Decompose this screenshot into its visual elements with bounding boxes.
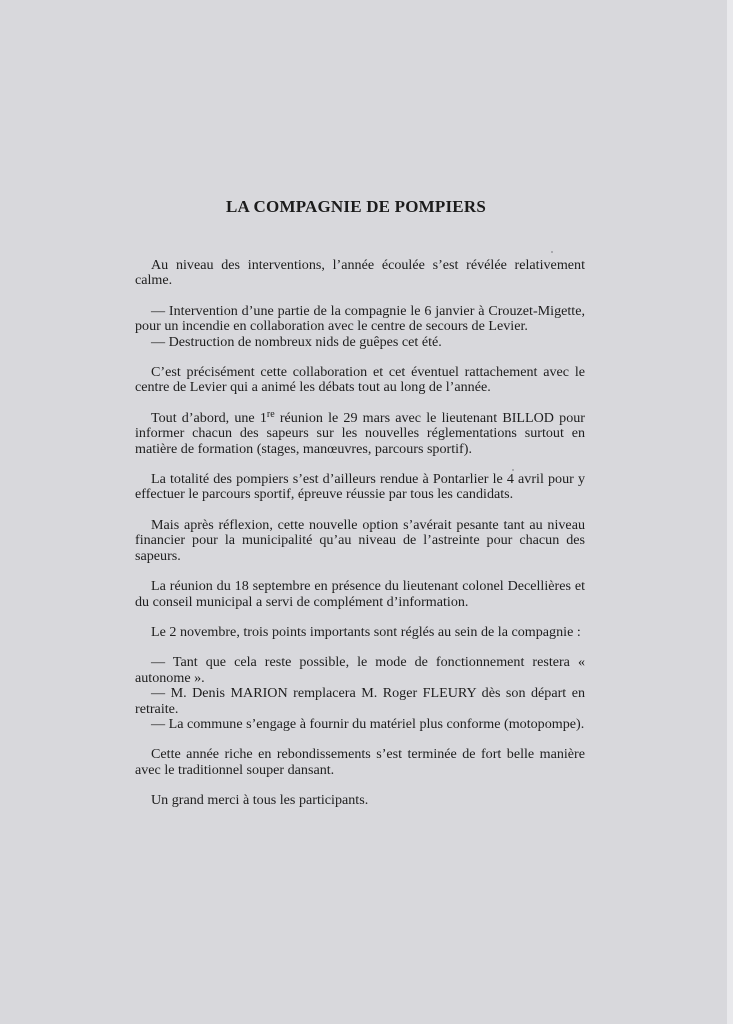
paragraph: La totalité des pompiers s’est d’ailleurs rendue à Pontarlier le 4 avril pour y effectuer le parcours sportif, épreuve réussie par tous les candidats.: [135, 471, 585, 503]
list-item: — La commune s’engage à fournir du matériel plus conforme (motopompe).: [151, 715, 585, 732]
paragraph: Le 2 novembre, trois points importants sont réglés au sein de la compagnie :: [151, 623, 581, 640]
paragraph: C’est précisément cette collaboration et cet éventuel rattachement avec le centre de Levier qui a animé les débats tout au long de l’année.: [135, 364, 585, 396]
list-item: — Tant que cela reste possible, le mode de fonctionnement restera « autonome ».: [135, 654, 585, 686]
paragraph: [135, 408, 585, 457]
page-title: LA COMPAGNIE DE POMPIERS: [226, 197, 486, 216]
page-edge: [727, 0, 733, 1024]
paragraph: Un grand merci à tous les participants.: [151, 792, 369, 809]
list-item: — Destruction de nombreux nids de guêpes cet été.: [151, 333, 442, 350]
document-body: [135, 258, 585, 824]
paragraph-text: réunion le 29 mars avec le lieutenant BILLOD pour informer chacun des sapeurs sur les nouvelles réglementations surtout en matière de formation (stages, manœuvres, parcours sportif).: [135, 409, 585, 457]
ordinal-superscript: re: [266, 408, 275, 420]
paragraph: La réunion du 18 septembre en présence du lieutenant colonel Decellières et du conseil municipal a servi de complément d’information.: [135, 578, 585, 610]
paragraph: Cette année riche en rebondissements s’est terminée de fort belle manière avec le traditionnel souper dansant.: [135, 746, 585, 778]
list-item: — M. Denis MARION remplacera M. Roger FLEURY dès son départ en retraite.: [135, 685, 585, 717]
paragraph-text: Tout d’abord, une 1: [151, 409, 267, 426]
paper-speck: [551, 251, 553, 253]
paragraph: Mais après réflexion, cette nouvelle option s’avérait pesante tant au niveau financier pour la municipalité qu’au niveau de l’astreinte pour chacun des sapeurs.: [135, 516, 585, 564]
list-item: — Intervention d’une partie de la compagnie le 6 janvier à Crouzet-Migette, pour un incendie en collaboration avec le centre de secours de Levier.: [135, 302, 585, 335]
paragraph: Au niveau des interventions, l’année écoulée s’est révélée relativement calme.: [135, 257, 585, 289]
